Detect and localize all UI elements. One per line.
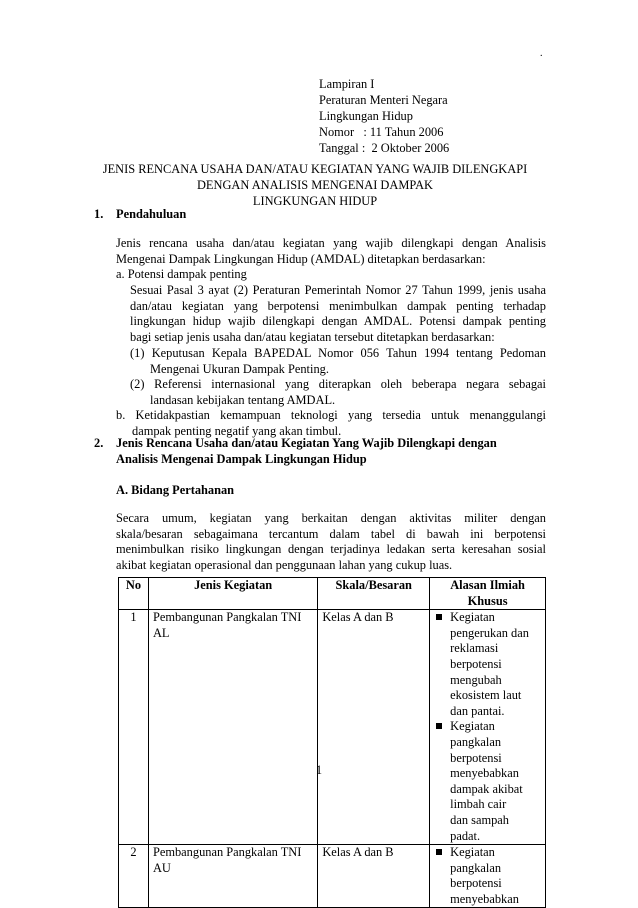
document-title (60, 161, 570, 209)
header-line: Peraturan Menteri Negara (319, 93, 448, 107)
cell-line: AL (152, 625, 170, 640)
page-number: 1 (315, 763, 323, 777)
section-1-intro (116, 236, 546, 267)
cell-line: dan sampah padat. (450, 812, 509, 843)
paragraph-line: landasan kebijakan tentang AMDAL. (150, 392, 336, 407)
item-a-text (130, 283, 546, 345)
reason-item (434, 610, 541, 719)
paragraph-line: menimbulkan risiko lingkungan dengan terjadinya ledakan serta keresahan sosial (116, 542, 546, 557)
cell-line: berpotensi menyebabkan (450, 750, 519, 781)
column-header-skala: Skala/Besaran (318, 578, 430, 610)
cell-alasan (430, 845, 546, 908)
paragraph-line: bagi setiap jenis usaha dan/atau kegiatan tersebut ditetapkan berdasarkan: (130, 329, 495, 344)
paragraph-line: Mengenai Ukuran Dampak Penting. (150, 361, 329, 376)
cell-no: 1 (119, 610, 149, 845)
section-number: 2. (94, 436, 104, 450)
cell-line: berpotensi menyebabkan (450, 876, 519, 906)
table-row (119, 610, 546, 845)
item-a-sub-1 (130, 346, 546, 377)
header-line: Lampiran I (319, 77, 375, 91)
paragraph-line: skala/besaran sebagaimana tercantum dalam tabel di bawah ini berpotensi (116, 526, 546, 541)
paragraph-line: b. Ketidakpastian kemampuan teknologi yang tersedia untuk menanggulangi (116, 408, 546, 422)
subsection-a-heading: A. Bidang Pertahanan (116, 483, 235, 497)
square-bullet-icon (436, 723, 442, 729)
section-title: Jenis Rencana Usaha dan/atau Kegiatan Yang Wajib Dilengkapi dengan (116, 436, 497, 450)
item-b (116, 408, 546, 439)
section-2-heading (94, 436, 497, 467)
column-header-no: No (119, 578, 149, 610)
cell-line: mengubah ekosistem laut (450, 672, 522, 703)
square-bullet-icon (436, 614, 442, 620)
cell-line: dan pantai. (450, 703, 505, 718)
activity-table (118, 577, 546, 908)
section-title: Pendahuluan (116, 207, 187, 221)
title-line: JENIS RENCANA USAHA DAN/ATAU KEGIATAN YANG WAJIB DILENGKAPI (102, 162, 528, 176)
cell-line: Kegiatan pangkalan (450, 845, 502, 875)
header-line: Tanggal : 2 Oktober 2006 (319, 141, 450, 155)
column-header-alasan: Alasan Ilmiah Khusus (430, 578, 546, 610)
paragraph-line: lingkungan hidup wajib dilengkapi dengan AMDAL. Potensi dampak penting (130, 314, 546, 329)
table-row (119, 845, 546, 908)
paragraph-line: dampak penting negatif yang akan timbul. (132, 423, 342, 438)
item-a-heading (116, 267, 247, 283)
cell-no: 2 (119, 845, 149, 908)
section-title-cont: Analisis Mengenai Dampak Lingkungan Hidup (116, 451, 367, 466)
lampiran-header (319, 76, 449, 156)
title-line: LINGKUNGAN HIDUP (252, 194, 378, 208)
cell-line: Kegiatan pengerukan dan (450, 610, 529, 640)
header-line: Nomor : 11 Tahun 2006 (319, 125, 444, 139)
cell-skala: Kelas A dan B (318, 610, 430, 845)
reason-item (434, 719, 541, 844)
cell-alasan (430, 610, 546, 845)
cell-line: Pembangunan Pangkalan TNI (152, 845, 302, 860)
cell-line: Pembangunan Pangkalan TNI (152, 610, 302, 625)
table-header-row (119, 578, 546, 610)
paragraph-line: Jenis rencana usaha dan/atau kegiatan yang wajib dilengkapi dengan Analisis (116, 236, 546, 250)
paragraph-line: Sesuai Pasal 3 ayat (2) Peraturan Pemerintah Nomor 27 Tahun 1999, jenis usaha (130, 283, 546, 297)
column-header-kegiatan: Jenis Kegiatan (148, 578, 317, 610)
paragraph-line: akibat kegiatan operasional dan penggunaan lahan yang cukup luas. (116, 557, 453, 572)
title-line: DENGAN ANALISIS MENGENAI DAMPAK (196, 178, 433, 192)
cell-line: Kegiatan pangkalan (450, 719, 502, 749)
cell-kegiatan (148, 610, 317, 845)
paragraph-line: dan/atau kegiatan yang berpotensi menimbulkan dampak penting terhadap (130, 298, 546, 313)
cell-skala: Kelas A dan B (318, 845, 430, 908)
paragraph-line: Secara umum, kegiatan yang berkaitan dengan aktivitas militer dengan (116, 511, 546, 525)
item-title: Potensi dampak penting (127, 267, 247, 281)
cell-kegiatan (148, 845, 317, 908)
cell-line: reklamasi berpotensi (450, 641, 502, 671)
cell-line: AU (152, 860, 171, 875)
top-mark: . (540, 48, 543, 59)
item-label: a. (116, 267, 125, 281)
section-number: 1. (94, 207, 104, 221)
section-1-heading (94, 207, 186, 223)
paragraph-line: (2) Referensi internasional yang diterapkan oleh beberapa negara sebagai (130, 377, 546, 391)
header-line: Lingkungan Hidup (319, 109, 413, 123)
item-a-sub-2 (130, 377, 546, 408)
reason-item (434, 845, 541, 907)
square-bullet-icon (436, 849, 442, 855)
paragraph-line: (1) Keputusan Kepala BAPEDAL Nomor 056 Tahun 1994 tentang Pedoman (130, 346, 546, 360)
subsection-a-text (116, 511, 546, 573)
cell-line: dampak akibat limbah cair (450, 781, 523, 812)
paragraph-line: Mengenai Dampak Lingkungan Hidup (AMDAL) ditetapkan berdasarkan: (116, 251, 486, 266)
